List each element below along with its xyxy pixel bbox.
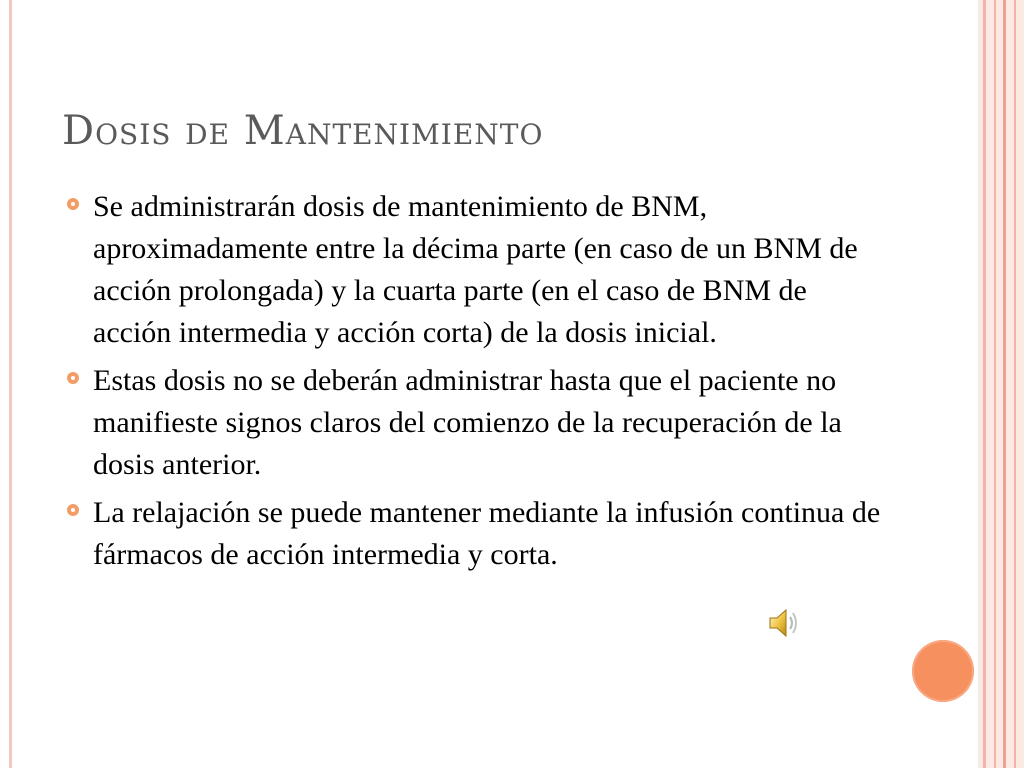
right-frame-line	[994, 0, 996, 768]
right-frame-line	[1003, 0, 1006, 768]
orange-ring-bullet-icon	[67, 198, 79, 210]
right-frame-line	[1014, 0, 1016, 768]
bullet-text: Se administrarán dosis de mantenimiento de BNM, aproximadamente entre la décima parte (en caso de un BNM de acción prolongada) y la cuarta parte (en el caso de BNM de acción intermedia y acción corta) de la dosis inicial.	[93, 190, 858, 349]
left-frame-line	[9, 0, 12, 768]
bullet-text: La relajación se puede mantener mediante la infusión continua de fármacos de acción intermedia y corta.	[93, 496, 881, 571]
bullet-item	[62, 186, 882, 354]
bullet-item	[62, 360, 882, 486]
orange-ring-bullet-icon	[67, 372, 79, 384]
bullet-text: Estas dosis no se deberán administrar hasta que el paciente no manifieste signos claros del comienzo de la recuperación de la dosis anterior.	[93, 364, 842, 481]
bullet-item	[62, 492, 882, 576]
speaker-icon[interactable]	[766, 605, 802, 641]
right-frame-line	[983, 0, 986, 768]
orange-circle	[912, 640, 974, 702]
slide-title: Dosis de Mantenimiento	[62, 108, 544, 154]
bullet-list	[62, 186, 882, 582]
orange-ring-bullet-icon	[67, 504, 79, 516]
